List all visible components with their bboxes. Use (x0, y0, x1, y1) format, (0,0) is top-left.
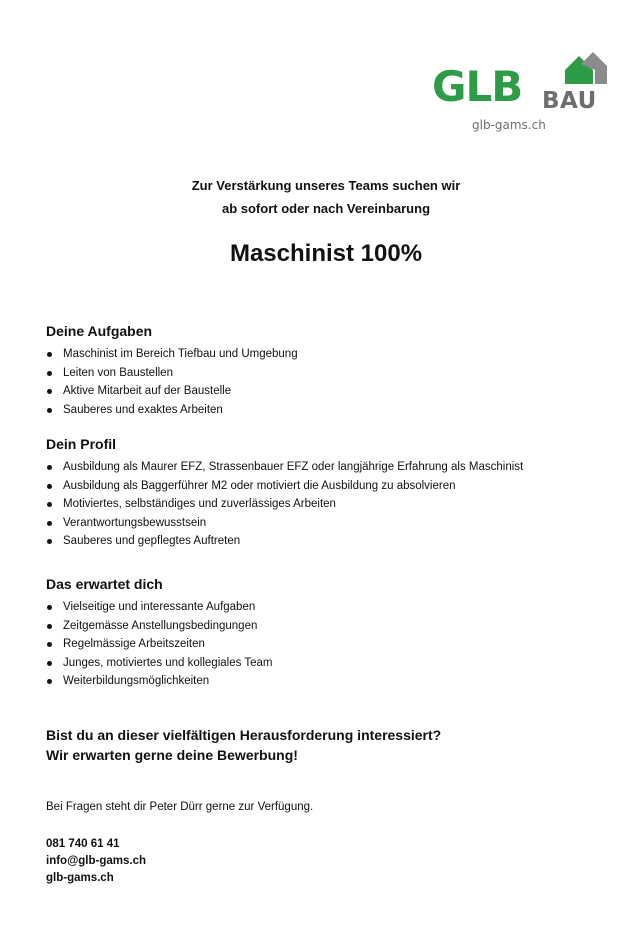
bullet-icon (47, 661, 52, 666)
contact-note: Bei Fragen steht dir Peter Dürr gerne zur Verfügung. (46, 801, 314, 813)
profile-list (46, 458, 626, 551)
list-item: Sauberes und gepflegtes Auftreten (46, 532, 626, 551)
bullet-icon (47, 679, 52, 684)
bullet-icon (47, 605, 52, 610)
section-profile (46, 436, 626, 551)
section-offer (46, 576, 626, 691)
contact-details (46, 836, 146, 887)
list-item: Leiten von Baustellen (46, 364, 626, 383)
section-heading: Deine Aufgaben (46, 323, 153, 339)
logo-wordmark-bau: BAU (542, 88, 597, 114)
website-link[interactable]: glb-gams.ch (46, 872, 114, 884)
list-item: Verantwortungsbewusstsein (46, 514, 626, 533)
offer-list (46, 598, 626, 691)
list-item: Ausbildung als Baggerführer M2 oder motiviert die Ausbildung zu absolvieren (46, 477, 626, 496)
section-tasks (46, 323, 626, 419)
list-item: Weiterbildungsmöglichkeiten (46, 672, 626, 691)
job-title: Maschinist 100% (229, 240, 423, 267)
cta-line-2: Wir erwarten gerne deine Bewerbung! (46, 747, 298, 763)
company-logo (430, 52, 610, 136)
list-item: Vielseitige und interessante Aufgaben (46, 598, 626, 617)
task-list (46, 345, 626, 419)
call-to-action (46, 725, 441, 765)
list-item: Aktive Mitarbeit auf der Baustelle (46, 382, 626, 401)
bullet-icon (47, 352, 52, 357)
list-item: Sauberes und exaktes Arbeiten (46, 401, 626, 420)
bullet-icon (47, 624, 52, 629)
bullet-icon (47, 389, 52, 394)
house-roofs-icon (563, 52, 609, 86)
intro-line-2: ab sofort oder nach Vereinbarung (221, 201, 431, 216)
section-heading: Das erwartet dich (46, 576, 163, 592)
phone-number: 081 740 61 41 (46, 838, 120, 850)
list-item: Maschinist im Bereich Tiefbau und Umgebung (46, 345, 626, 364)
list-item: Motiviertes, selbständiges und zuverlässiges Arbeiten (46, 495, 626, 514)
bullet-icon (47, 539, 52, 544)
list-item: Junges, motiviertes und kollegiales Team (46, 654, 626, 673)
logo-wordmark-glb: GLB (432, 62, 523, 111)
bullet-icon (47, 521, 52, 526)
cta-line-1: Bist du an dieser vielfältigen Herausforderung interessiert? (46, 727, 442, 743)
bullet-icon (47, 642, 52, 647)
bullet-icon (47, 408, 52, 413)
bullet-icon (47, 465, 52, 470)
bullet-icon (47, 502, 52, 507)
bullet-icon (47, 371, 52, 376)
section-heading: Dein Profil (46, 436, 117, 452)
list-item: Zeitgemässe Anstellungsbedingungen (46, 617, 626, 636)
bullet-icon (47, 484, 52, 489)
intro-text (0, 174, 643, 220)
email-link[interactable]: info@glb-gams.ch (46, 855, 147, 867)
list-item: Regelmässige Arbeitszeiten (46, 635, 626, 654)
intro-line-1: Zur Verstärkung unseres Teams suchen wir (191, 178, 461, 193)
list-item: Ausbildung als Maurer EFZ, Strassenbauer EFZ oder langjährige Erfahrung als Maschinist (46, 458, 626, 477)
logo-url: glb-gams.ch (472, 118, 546, 132)
